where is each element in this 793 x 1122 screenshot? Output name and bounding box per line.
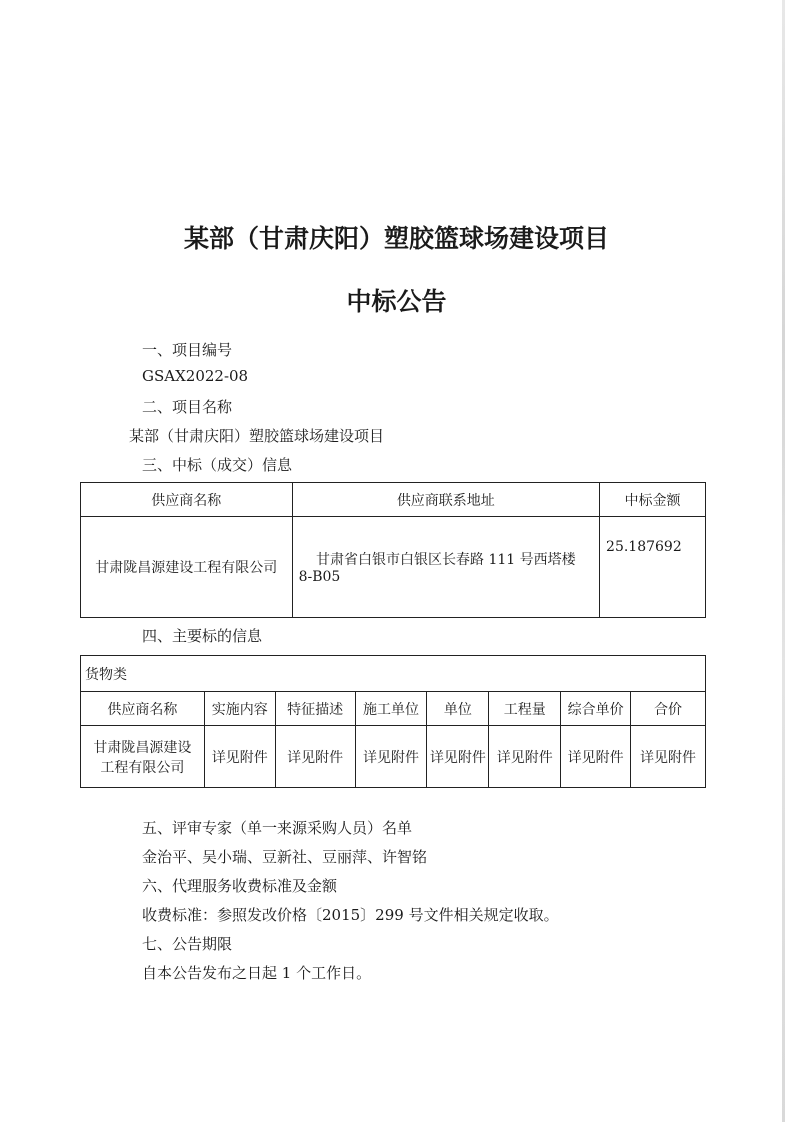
project-number: GSAX2022-08	[142, 367, 249, 385]
section-3-heading: 三、中标（成交）信息	[142, 456, 293, 474]
table-cell: 详见附件	[204, 726, 275, 788]
fee-standard: 收费标准：参照发改价格〔2015〕299 号文件相关规定收取。	[142, 906, 559, 924]
goods-supplier-line-1: 甘肃陇昌源建设	[93, 739, 192, 756]
header-col: 特征描述	[275, 692, 355, 726]
header-col: 实施内容	[204, 692, 275, 726]
table-cell: 详见附件	[561, 726, 631, 788]
header-col: 综合单价	[561, 692, 631, 726]
award-table	[80, 482, 706, 618]
table-row	[81, 726, 706, 788]
table-cell: 详见附件	[275, 726, 355, 788]
section-2-heading: 二、项目名称	[142, 398, 233, 416]
header-col: 供应商名称	[81, 692, 205, 726]
header-col: 工程量	[489, 692, 561, 726]
table-cell: 详见附件	[489, 726, 561, 788]
expert-list: 金治平、吴小瑞、豆新社、豆丽萍、许智铭	[142, 848, 428, 866]
goods-table	[80, 655, 706, 788]
goods-supplier-name	[81, 726, 205, 788]
header-award-amount: 中标金额	[600, 483, 706, 517]
section-4-heading: 四、主要标的信息	[142, 627, 263, 645]
header-col: 单位	[427, 692, 489, 726]
goods-supplier-line-2: 工程有限公司	[100, 759, 185, 776]
section-1-heading: 一、项目编号	[142, 341, 233, 359]
section-5-heading: 五、评审专家（单一来源采购人员）名单	[142, 819, 413, 837]
award-amount: 25.187692	[600, 517, 706, 618]
header-col: 施工单位	[355, 692, 427, 726]
table-cell: 详见附件	[355, 726, 427, 788]
header-supplier-address: 供应商联系地址	[292, 483, 599, 517]
document-title: 某部（甘肃庆阳）塑胶篮球场建设项目	[183, 224, 609, 253]
supplier-name: 甘肃陇昌源建设工程有限公司	[81, 517, 293, 618]
announcement-period: 自本公告发布之日起 1 个工作日。	[142, 964, 372, 982]
award-table-header	[81, 483, 706, 517]
scan-edge-shadow	[782, 0, 785, 1122]
table-cell: 详见附件	[427, 726, 489, 788]
goods-table-header	[81, 692, 706, 726]
table-cell: 详见附件	[631, 726, 706, 788]
header-supplier-name: 供应商名称	[81, 483, 293, 517]
address-line-2: 8-B05	[298, 569, 341, 585]
section-6-heading: 六、代理服务收费标准及金额	[142, 877, 338, 895]
goods-category: 货物类	[81, 656, 706, 692]
goods-category-row	[81, 656, 706, 692]
document-subtitle: 中标公告	[346, 287, 447, 316]
address-line-1: 甘肃省白银市白银区长春路 111 号西塔楼	[316, 552, 576, 568]
project-name: 某部（甘肃庆阳）塑胶篮球场建设项目	[129, 427, 385, 445]
table-row	[81, 517, 706, 618]
header-col: 合价	[631, 692, 706, 726]
section-7-heading: 七、公告期限	[142, 935, 233, 953]
supplier-address	[292, 517, 599, 618]
